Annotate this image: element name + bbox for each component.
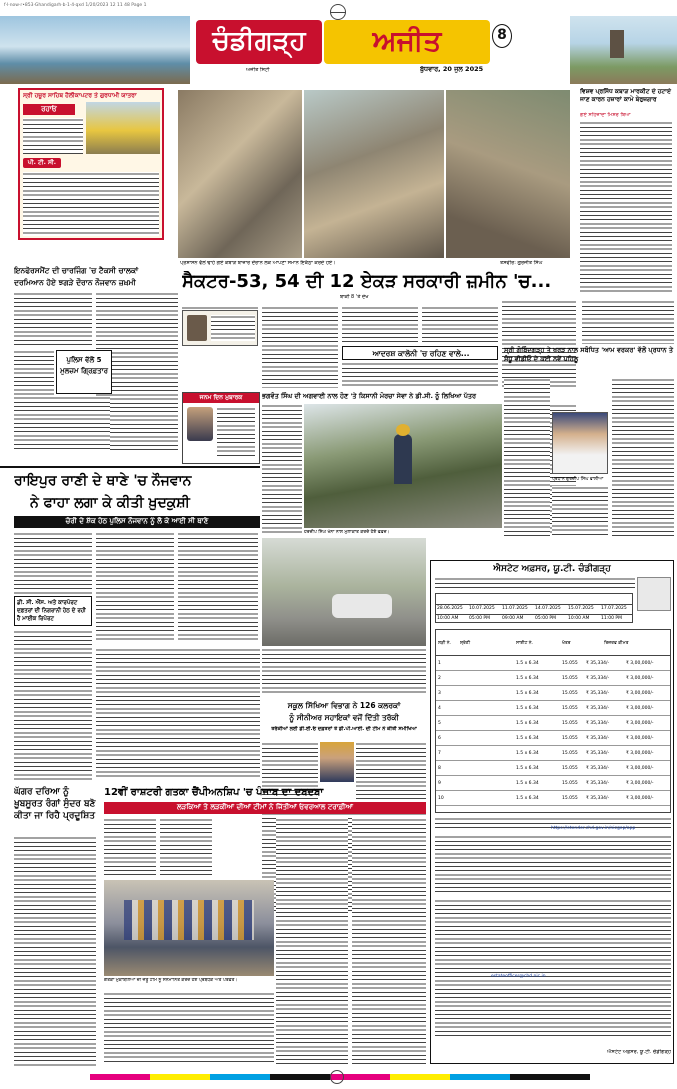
ad-subtitle: ਰਹਾਓ: [41, 105, 57, 113]
ad-helicopter-photo: [86, 102, 160, 154]
notice-cell-site: 1.5 x 6.34: [516, 706, 539, 711]
table-row: [436, 746, 670, 761]
notice-cell-site: 1.5 x 6.34: [516, 766, 539, 771]
portrait-text: [211, 315, 255, 341]
edu-headline-1: ਸਕੂਲ ਸਿੱਖਿਆ ਵਿਭਾਗ ਨੇ 126 ਕਲਰਕਾਂ: [287, 701, 401, 710]
notice-cell-no: 4: [438, 706, 441, 711]
top-photo-credit: ਤਸਵੀਰ: ਗੁਰਜੀਤ ਸਿੰਘ: [500, 260, 543, 266]
birthday-photo: [187, 407, 213, 441]
notice-cell-site: 1.5 x 6.34: [516, 736, 539, 741]
masthead-name-left: ਚੰਡੀਗੜ੍ਹ: [212, 26, 306, 56]
top-story-continued: ਬਾਕੀ 8 'ਤੇ ਦੇਖੋ: [340, 294, 369, 300]
notice-url-link[interactable]: https://etender.chd.gov.in/nicgep/app: [551, 826, 636, 831]
left-story-headline-1: ਇਨਫੋਰਸਮੈਂਟ ਦੀ ਚਾਰਜਿੰਗ 'ਚ ਟੈਕਸੀ ਚਾਲਕਾਂ: [14, 266, 139, 275]
registration-mark-bottom-icon: [330, 1070, 344, 1084]
suicide-body-2: [96, 532, 174, 642]
ad-text-1: [23, 118, 83, 154]
notice-cell-emd: ₹ 3,00,000/-: [626, 721, 654, 726]
notice-title: ਐਸਟੇਟ ਅਫ਼ਸਰ, ਯੂ.ਟੀ. ਚੰਡੀਗੜ੍ਹ: [493, 564, 611, 574]
river-body: [14, 836, 96, 1066]
notice-table-header: [436, 630, 670, 656]
event-body-1: [262, 404, 302, 536]
notice-time-6: 11:00 PM: [601, 616, 622, 621]
notice-th-price: ਰਿਜ਼ਰਵ ਕੀਮਤ: [604, 641, 629, 646]
suicide-headline-2: ਨੇ ਫਾਹਾ ਲਗਾ ਕੇ ਕੀਤੀ ਖ਼ੁਦਕੁਸ਼ੀ: [30, 495, 190, 511]
notice-cell-no: 7: [438, 751, 441, 756]
event-photo-caption: ਹਰਦੀਪ ਸਿੰਘ ਖੰਨਾ ਨਾਲ ਮੁਲਾਕਾਤ ਕਰਦੇ ਹੋਏ ਵਫ਼ਦ।: [304, 530, 390, 535]
notice-cell-price: ₹ 35,334/-: [586, 736, 610, 741]
notice-cell-emd: ₹ 3,00,000/-: [626, 766, 654, 771]
ad-title: ਸ੍ਰੀ ਹਜ਼ੂਰ ਸਾਹਿਬ ਹੈਲੀਕਾਪਟਰ ਤੇ ਗੁਰਧਾਮੀ ਯਾਤਰਾ: [23, 92, 137, 99]
ad-text-2: [23, 172, 159, 236]
right-mid-photo: [552, 412, 608, 474]
notice-cell-price: ₹ 35,334/-: [586, 766, 610, 771]
registration-cross-icon: [330, 12, 346, 13]
team-figures: [124, 900, 254, 940]
notice-cell-price: ₹ 35,334/-: [586, 721, 610, 726]
notice-cell-site: 1.5 x 6.34: [516, 796, 539, 801]
top-story-body-4: [422, 306, 498, 342]
suicide-headline-1: ਰਾਇਪੁਰ ਰਾਣੀ ਦੇ ਥਾਣੇ 'ਚ ਨੌਜਵਾਨ: [14, 473, 192, 489]
right-mid-body-2: [612, 378, 674, 538]
suicide-body-6: [262, 648, 426, 696]
person-figure: [394, 434, 412, 484]
sub-banner-box: [342, 346, 498, 360]
birthday-text: [217, 407, 255, 457]
avatar: [187, 315, 207, 341]
ad-helicopter-yatra: [18, 88, 164, 240]
gatka-body-1: [104, 818, 156, 878]
table-row: [436, 761, 670, 776]
notice-cell-no: 10: [438, 796, 444, 801]
gatka-body-5: [352, 818, 426, 1064]
top-story-body-2: [262, 306, 338, 388]
notice-cell-area: 15.055: [562, 721, 578, 726]
left-story-box: [56, 350, 112, 394]
gatka-body-4: [276, 818, 348, 1064]
notice-th-category: ਸ਼੍ਰੇਣੀ: [460, 641, 471, 646]
right-top-headline: ਵਿਸ਼ਵ ਪ੍ਰਸਿੱਧ ਕਬਾੜ ਮਾਰਕੀਟ ਦੇ ਹਟਾਏ ਜਾਣ ਕਾਰਨ ਹਜ਼ਾਰਾਂ ਕਾਮੇ ਬੇਰੁਜ਼ਗਾਰ: [580, 88, 671, 103]
right-mid-body-3: [552, 486, 608, 538]
notice-terms-2: [435, 899, 671, 1039]
divider: [0, 466, 260, 468]
masthead-name-right-bg: [324, 20, 490, 64]
table-row: [436, 701, 670, 716]
notice-cell-site: 1.5 x 6.34: [516, 661, 539, 666]
notice-cell-price: ₹ 35,334/-: [586, 691, 610, 696]
sub-banner: ਆਦਰਸ਼ ਕਾਲੋਨੀ 'ਚ ਰਹਿਣ ਵਾਲੇ...: [372, 349, 470, 358]
notice-cell-emd: ₹ 3,00,000/-: [626, 676, 654, 681]
notice-signoff: ਐਸਟੇਟ ਅਫ਼ਸਰ, ਯੂ.ਟੀ. ਚੰਡੀਗੜ੍ਹ: [607, 1049, 671, 1055]
right-top-byline: ਗਏ ਸਹਿਜ਼ਾਦਾ ਮਿਸ਼ਰ ਬਿਆ: [580, 112, 631, 118]
print-header: f·l·now·r•853·Ghandigarh·b·1·4·qxd 1/20/2023 12 11 48 Page 1: [4, 3, 147, 8]
notice-cell-no: 3: [438, 691, 441, 696]
gatka-deck: ਲੜਕਿਆਂ ਤੇ ਲੜਕੀਆਂ ਦੀਆਂ ਟੀਮਾਂ ਨੇ ਜਿੱਤੀਆਂ ਓਵਰਆਲ ਟਰਾਫ਼ੀਆਂ: [177, 803, 353, 811]
notice-cell-site: 1.5 x 6.34: [516, 721, 539, 726]
notice-time-3: 09:00 AM: [502, 616, 524, 621]
ad-badge-bg: [23, 158, 61, 168]
masthead-lake-photo: [0, 16, 190, 84]
notice-time-4: 05:00 PM: [535, 616, 556, 621]
notice-th-no: ਲੜੀ ਨੰ.: [438, 641, 452, 646]
main-headline: ਸੈਕਟਰ-53, 54 ਦੀ 12 ਏਕੜ ਸਰਕਾਰੀ ਜ਼ਮੀਨ 'ਚ...: [182, 271, 552, 292]
open-hand-monument-icon: [610, 30, 624, 58]
gatka-body-2: [160, 818, 212, 878]
notice-cell-area: 15.055: [562, 751, 578, 756]
continued-marker: [228, 292, 240, 300]
masthead-name-right: ਅਜੀਤ: [372, 24, 442, 57]
issue-date: ਬੁੱਧਵਾਰ, 20 ਜੁਲ 2025: [420, 66, 484, 73]
notice-cell-price: ₹ 35,334/-: [586, 751, 610, 756]
table-row: [436, 671, 670, 686]
notice-cell-site: 1.5 x 6.34: [516, 751, 539, 756]
car-figure: [332, 594, 392, 618]
gatka-photo-caption: ਗਤਕਾ ਮੁਕਾਬਲਿਆਂ ਦੀ ਜੇਤੂ ਟੀਮ ਨੂੰ ਸਨਮਾਨਿਤ ਕਰਦੇ ਹੋਏ ਪ੍ਰਬੰਧਕ ਅਤੇ ਪਤਵੰਤੇ।: [104, 978, 238, 983]
notice-cell-no: 1: [438, 661, 441, 666]
edu-headline-2: ਨੂੰ ਸੀਨੀਅਰ ਸਹਾਇਕਾਂ ਵਜੋਂ ਦਿੱਤੀ ਤਰੱਕੀ: [289, 713, 399, 722]
edu-photo: [320, 742, 354, 782]
table-row: [436, 656, 670, 671]
notice-cell-area: 15.055: [562, 661, 578, 666]
right-mid-headline: ਸ੍ਰੀ ਗੋਬਿੰਦਗੜ੍ਹ ਤੇ ਖਰੜ ਨਾਲ ਸਬੰਧਿਤ 'ਆਮ ਵਰਕਰ' ਵੱਲੋਂ ਪ੍ਰਧਾਨ ਤੇ ਸੰਧੂ ਵੀਡੀਓ ਦੇ ਕਈ ਨਵੇਂ ਪਹਿਲੂ: [504, 346, 674, 363]
suicide-deck-bg: [14, 516, 260, 528]
notice-cell-emd: ₹ 3,00,000/-: [626, 736, 654, 741]
birthday-title: ਜਨਮ ਦਿਨ ਮੁਬਾਰਕ: [199, 394, 243, 401]
right-body-continue: [582, 300, 674, 344]
table-row: [436, 791, 670, 806]
notice-th-site: ਸਾਈਟ ਨੰ.: [516, 641, 534, 646]
suicide-body-3: [178, 532, 258, 642]
river-visit-photo: [304, 404, 502, 528]
notice-cell-no: 6: [438, 736, 441, 741]
notice-cell-emd: ₹ 3,00,000/-: [626, 691, 654, 696]
notice-date-2: 10.07.2025: [469, 606, 495, 611]
right-mid-body-1: [504, 378, 550, 538]
turban-figure: [396, 424, 410, 436]
table-row: [436, 716, 670, 731]
police-station-photo: [262, 538, 426, 646]
table-row: [436, 731, 670, 746]
notice-cell-area: 15.055: [562, 676, 578, 681]
notice-cell-price: ₹ 35,334/-: [586, 796, 610, 801]
notice-time-1: 10:00 AM: [437, 616, 459, 621]
demolition-photo-3: [446, 90, 570, 258]
notice-cell-site: 1.5 x 6.34: [516, 781, 539, 786]
notice-cell-area: 15.055: [562, 736, 578, 741]
birthday-title-bg: [183, 393, 259, 403]
suicide-body-5: [96, 648, 260, 780]
notice-sites-table: [435, 629, 671, 813]
top-photo-caption: ਪ੍ਰਸ਼ਾਸਨ ਵੱਲੋਂ ਢਾਹੇ ਗਏ ਕਬਾੜ ਬਾਜ਼ਾਰ ਦੌਰਾਨ ਲੋਕ ਆਪਣਾ ਸਮਾਨ ਇਕੱਠਾ ਕਰਦੇ ਹੋਏ।: [180, 260, 336, 266]
gatka-deck-bg: [104, 802, 426, 814]
notice-time-5: 10:00 AM: [568, 616, 590, 621]
river-headline: ਘੱਗਰ ਦਰਿਆ ਨੂੰ ਖ਼ੂਬਸੂਰਤ ਰੰਗਾਂ ਸੁੰਦਰ ਬਣੋ ਕੀਤਾ ਜਾ ਰਿਹੈ ਪ੍ਰਦੂਸ਼ਿਤ: [14, 787, 96, 821]
table-row: [436, 776, 670, 791]
emblem-icon: [637, 577, 671, 611]
top-story-body-3: [342, 306, 418, 342]
masthead-name-left-bg: [196, 20, 322, 64]
left-story-body-1: [14, 292, 92, 348]
notice-terms-1: [435, 835, 671, 895]
notice-cell-emd: ₹ 3,00,000/-: [626, 661, 654, 666]
left-story-headline-2: ਦਰਮਿਆਨ ਹੋਏ ਝਗੜੇ ਦੌਰਾਨ ਨੌਜਵਾਨ ਜ਼ਖ਼ਮੀ: [14, 278, 136, 287]
gatka-headline: 12ਵੀਂ ਰਾਸ਼ਟਰੀ ਗਤਕਾ ਚੈਂਪੀਅਨਸ਼ਿਪ 'ਚ ਪੰਜਾਬ ਦਾ ਦਬਦਬਾ: [104, 787, 324, 798]
page-number: 8: [492, 24, 512, 48]
birthday-box: [182, 392, 260, 464]
edu-deck: ਤਰੱਕੀਆਂ ਲਈ ਡੀ.ਈ.ਓ ਦਫ਼ਤਰਾਂ ਤੇ ਡੀ.ਪੀ.ਆਈ. ਦੀ ਟੀਮ ਨੇ ਕੀਤੀ ਸਮੀਖਿਆ: [271, 726, 417, 732]
notice-cell-site: 1.5 x 6.34: [516, 691, 539, 696]
notice-cell-price: ₹ 35,334/-: [586, 781, 610, 786]
table-row: [436, 686, 670, 701]
notice-cell-area: 15.055: [562, 796, 578, 801]
notice-cell-price: ₹ 35,334/-: [586, 676, 610, 681]
notice-cell-emd: ₹ 3,00,000/-: [626, 751, 654, 756]
top-story-body-6: [502, 300, 576, 388]
right-top-story: [580, 88, 672, 293]
suicide-deck: ਚੋਰੀ ਦੇ ਸ਼ੱਕ ਹੇਠ ਪੁਲਿਸ ਨੌਜਵਾਨ ਨੂੰ ਲੈ ਕੇ ਆਈ ਸੀ ਥਾਣੇ: [65, 517, 209, 525]
notice-cell-area: 15.055: [562, 766, 578, 771]
ad-subtitle-bg: [23, 104, 75, 115]
notice-cell-price: ₹ 35,334/-: [586, 706, 610, 711]
notice-email-link[interactable]: estateofficer@chd.nic.in: [491, 974, 546, 979]
notice-cell-emd: ₹ 3,00,000/-: [626, 796, 654, 801]
left-box: [14, 596, 92, 626]
portrait-inset: [182, 310, 258, 346]
notice-cell-area: 15.055: [562, 706, 578, 711]
notice-cell-area: 15.055: [562, 691, 578, 696]
masthead: [0, 16, 677, 86]
suicide-body-1: [14, 532, 92, 594]
notice-date-3: 11.07.2025: [502, 606, 528, 611]
left-box-text: ਡੀ. ਸੀ. ਐੱਸ. ਅਤੇ ਕਾਰਪੋਰਟ ਦਫ਼ਤਰਾਂ ਦੀ ਨਿਗਰਾਨੀ ਹੇਠ ਦੇ ਰਹੀ ਹੈ ਮਾਈਕ ਰਿਪੋਰਟ: [17, 600, 86, 622]
notice-dates-table: [435, 593, 633, 623]
notice-cell-area: 15.055: [562, 781, 578, 786]
estate-office-notice: [430, 560, 674, 1064]
notice-cell-emd: ₹ 3,00,000/-: [626, 706, 654, 711]
notice-date-1: 28.06.2025: [437, 606, 463, 611]
left-story-box-text: ਪੁਲਿਸ ਵੱਲੋਂ 5 ਮੁਲਜ਼ਮ ਗ੍ਰਿਫ਼ਤਾਰ: [60, 356, 108, 375]
notice-cell-no: 9: [438, 781, 441, 786]
right-mid-photo-caption: ਪ੍ਰਧਾਨ ਗੁਰਦੀਪ ਸਿੰਘ ਵਾਲੀਆ: [552, 477, 604, 482]
top-story-body-5: [342, 362, 498, 388]
notice-cell-no: 5: [438, 721, 441, 726]
notice-cell-no: 2: [438, 676, 441, 681]
right-top-body: [580, 121, 672, 293]
masthead-sub-left: ਅਜੀਤ ਸਿਟੀ: [246, 67, 270, 73]
notice-table-body: [436, 656, 670, 812]
suicide-body-4: [14, 630, 92, 780]
ad-badge: ਪੀ. ਟੀ. ਸੀ.: [27, 159, 57, 166]
event-headline: ਭਗਵੰਤ ਸਿੰਘ ਦੀ ਅਗਵਾਈ ਨਾਲ ਹੋਣ 'ਤੇ ਕਿਸਾਨੀ ਮੋਰਚਾ ਸੇਵਾ ਨੇ ਡੀ.ਸੀ. ਨੂੰ ਲਿਖਿਆ ਪੱਤਰ: [262, 392, 477, 400]
notice-cell-no: 8: [438, 766, 441, 771]
notice-intro: [435, 577, 635, 589]
notice-cell-site: 1.5 x 6.34: [516, 676, 539, 681]
notice-cell-price: ₹ 35,334/-: [586, 661, 610, 666]
notice-date-4: 14.07.2025: [535, 606, 561, 611]
notice-th-area: ਖੇਤਰ: [562, 641, 571, 646]
masthead-monument-photo: [570, 16, 677, 84]
notice-time-2: 05:00 PM: [469, 616, 490, 621]
left-story-body-4: [14, 396, 110, 452]
gatka-photo: [104, 880, 274, 976]
gatka-body-3: [104, 992, 274, 1064]
notice-date-5: 15.07.2025: [568, 606, 594, 611]
notice-date-6: 17.07.2025: [601, 606, 627, 611]
demolition-photo-1: [178, 90, 302, 258]
demolition-photo-2: [304, 90, 444, 258]
notice-cell-emd: ₹ 3,00,000/-: [626, 781, 654, 786]
